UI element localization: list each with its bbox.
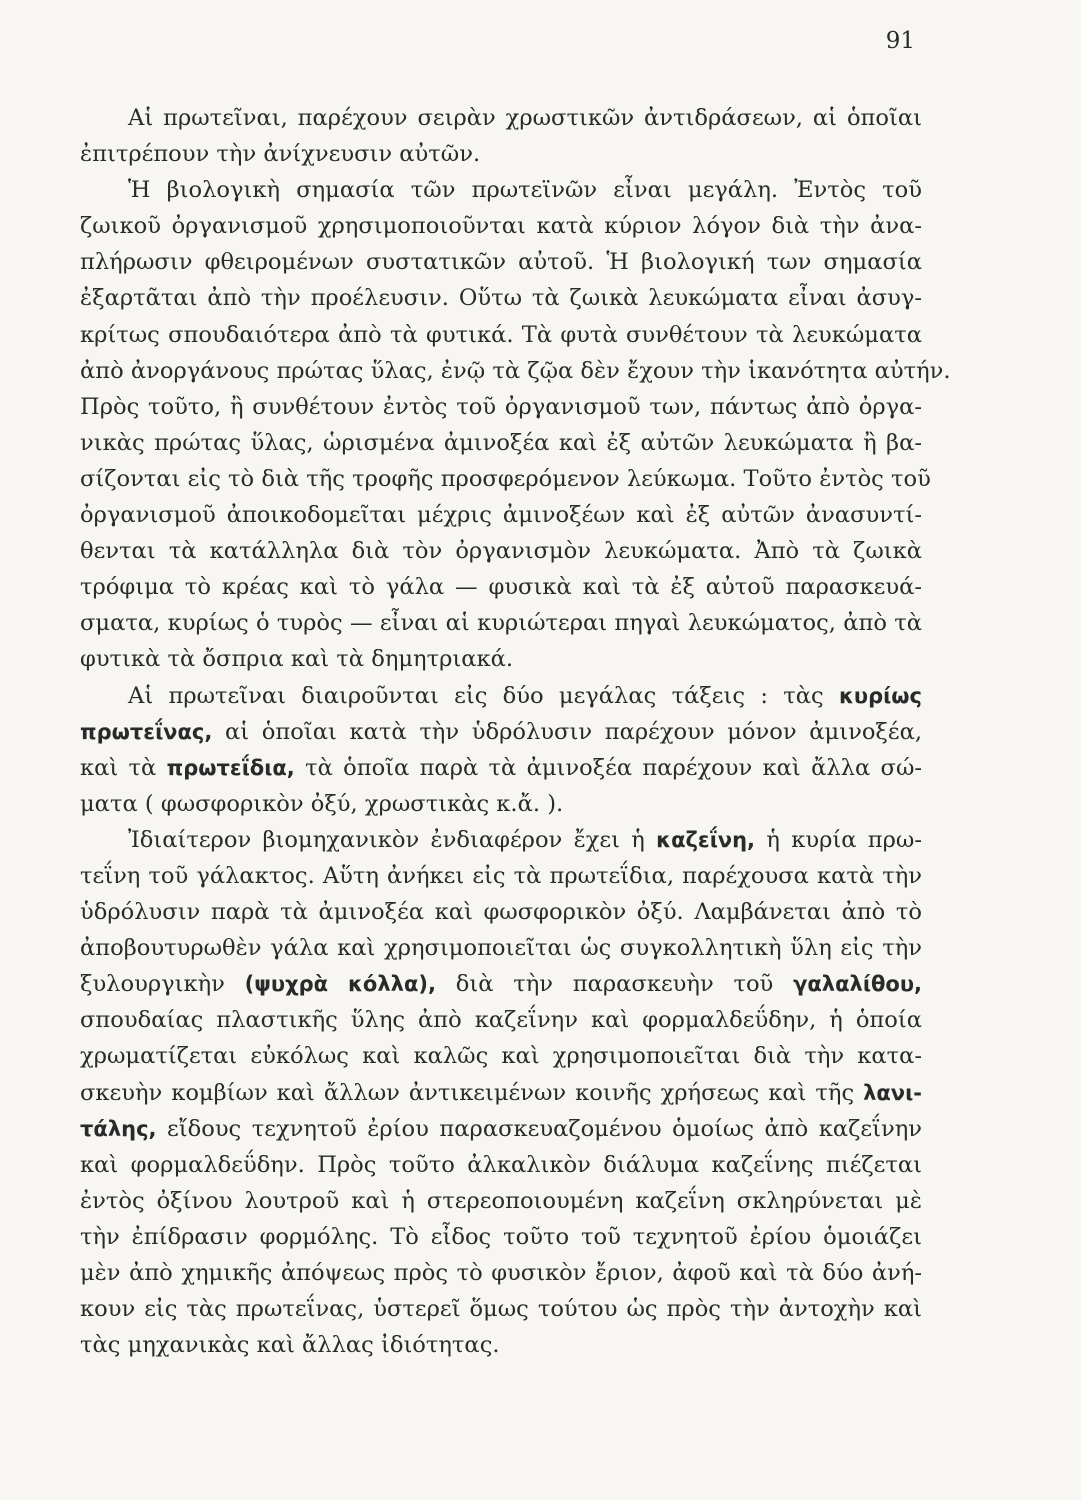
bold-term: λανι- xyxy=(863,1080,922,1105)
text-run: ἐντὸς ὀξίνου λουτροῦ καὶ ἡ στερεοποιουμένη καζεΐνη σκληρύνεται μὲ xyxy=(80,1187,922,1214)
text-line xyxy=(80,497,922,533)
text-run: τὰς μηχανικὰς καὶ ἄλλας ἰδιότητας. xyxy=(80,1332,500,1359)
text-run: ἐξαρτᾶται ἀπὸ τὴν προέλευσιν. Οὕτω τὰ ζωικὰ λευκώματα εἶναι ἀσυγ- xyxy=(80,285,922,312)
text-line xyxy=(80,822,922,858)
body-text xyxy=(80,100,951,1363)
text-run: τὰ ὁποῖα παρὰ τὰ ἀμινοξέα παρέχουν καὶ ἄλλα σώ- xyxy=(305,754,923,781)
text-run: τρόφιμα τὸ κρέας καὶ τὸ γάλα — φυσικὰ καὶ τὰ ἐξ αὐτοῦ παρασκευά- xyxy=(80,574,922,601)
text-line xyxy=(80,605,922,641)
text-line xyxy=(80,317,922,353)
text-line xyxy=(80,280,922,316)
text-run: σκευὴν κομβίων καὶ ἄλλων ἀντικειμένων κοινῆς χρήσεως καὶ τῆς xyxy=(80,1079,855,1106)
text-line xyxy=(80,244,922,280)
text-run: πλήρωσιν φθειρομένων συστατικῶν αὐτοῦ. Ἡ βιολογική των σημασία xyxy=(80,249,922,276)
text-run: ἀπὸ ἀνοργάνους πρώτας ὕλας, ἐνῷ τὰ ζῷα δὲν ἔχουν τὴν ἱκανότητα αὐτήν. xyxy=(80,357,951,384)
text-line xyxy=(80,1002,922,1038)
text-run: Αἱ πρωτεῖναι διαιροῦνται εἰς δύο μεγάλας τάξεις : τὰς xyxy=(128,682,824,709)
page-number: 91 xyxy=(885,28,915,54)
text-run: Ἰδιαίτερον βιομηχανικὸν ἐνδιαφέρον ἔχει ἡ xyxy=(128,826,645,853)
text-run: καὶ φορμαλδεΰδην. Πρὸς τοῦτο ἀλκαλικὸν διάλυμα καζεΐνης πιέζεται xyxy=(80,1151,922,1178)
bold-term: καζεΐνη, xyxy=(656,827,756,852)
text-line xyxy=(80,1255,922,1291)
text-run: σίζονται εἰς τὸ διὰ τῆς τροφῆς προσφερόμενον λεύκωμα. Τοῦτο ἐντὸς τοῦ xyxy=(80,465,931,492)
text-line xyxy=(80,894,922,930)
text-run: ἡ κυρία πρω- xyxy=(766,826,922,853)
text-run: θενται τὰ κατάλληλα διὰ τὸν ὀργανισμὸν λευκώματα. Ἀπὸ τὰ ζωικὰ xyxy=(80,538,922,565)
text-line xyxy=(80,1147,922,1183)
text-line xyxy=(80,533,922,569)
text-run: διὰ τὴν παρασκευὴν τοῦ xyxy=(455,971,774,998)
text-run: ὑδρόλυσιν παρὰ τὰ ἀμινοξέα καὶ φωσφορικὸν ὀξύ. Λαμβάνεται ἀπὸ τὸ xyxy=(80,899,922,926)
text-run: κρίτως σπουδαιότερα ἀπὸ τὰ φυτικά. Τὰ φυτὰ συνθέτουν τὰ λευκώματα xyxy=(80,321,922,348)
text-run: αἱ ὁποῖαι κατὰ τὴν ὑδρόλυσιν παρέχουν μόνον ἀμινοξέα, xyxy=(225,718,923,745)
text-run: ματα ( φωσφορικὸν ὀξύ, χρωστικὰς κ.ἄ. ). xyxy=(80,790,564,817)
text-run: καὶ τὰ xyxy=(80,754,157,781)
text-run: ξυλουργικὴν xyxy=(80,971,225,998)
bold-term: πρωτεΐδια, xyxy=(166,755,295,780)
text-run: κουν εἰς τὰς πρωτεΐνας, ὑστερεῖ ὅμως τούτου ὡς πρὸς τὴν ἀντοχὴν καὶ xyxy=(80,1296,922,1323)
text-line xyxy=(80,389,922,425)
text-line xyxy=(80,353,951,389)
text-line xyxy=(80,569,922,605)
text-line xyxy=(80,1038,922,1074)
text-run: Αἱ πρωτεῖναι, παρέχουν σειρὰν χρωστικῶν ἀντιδράσεων, αἱ ὁποῖαι xyxy=(128,105,922,131)
text-run: Ἡ βιολογικὴ σημασία τῶν πρωτεϊνῶν εἶναι μεγάλη. Ἐντὸς τοῦ xyxy=(128,177,922,204)
bold-term: κυρίως xyxy=(838,683,922,708)
text-line xyxy=(80,1111,922,1147)
bold-term: πρωτεΐνας, xyxy=(80,719,213,744)
text-line xyxy=(80,858,922,894)
text-line xyxy=(80,172,922,208)
text-line xyxy=(80,714,922,750)
text-run: χρωματίζεται εὐκόλως καὶ καλῶς καὶ χρησιμοποιεῖται διὰ τὴν κατα- xyxy=(80,1043,922,1070)
text-line xyxy=(80,1327,922,1363)
text-line xyxy=(80,208,922,244)
text-line xyxy=(80,966,922,1002)
text-run: τὴν ἐπίδρασιν φορμόλης. Τὸ εἶδος τοῦτο τοῦ τεχνητοῦ ἐρίου ὁμοιάζει xyxy=(80,1223,922,1250)
text-run: ἐπιτρέπουν τὴν ἀνίχνευσιν αὐτῶν. xyxy=(80,141,481,168)
text-run: μὲν ἀπὸ χημικῆς ἀπόψεως πρὸς τὸ φυσικὸν ἔριον, ἀφοῦ καὶ τὰ δύο ἀνή- xyxy=(80,1260,922,1286)
text-line xyxy=(80,100,922,136)
text-line xyxy=(80,1075,922,1111)
text-line xyxy=(80,461,931,497)
text-line xyxy=(80,425,922,461)
bold-term: (ψυχρὰ κόλλα), xyxy=(244,972,436,997)
text-run: νικὰς πρώτας ὕλας, ὡρισμένα ἀμινοξέα καὶ ἐξ αὐτῶν λευκώματα ἢ βα- xyxy=(80,429,922,456)
text-line xyxy=(80,750,922,786)
text-line xyxy=(80,641,922,677)
text-line xyxy=(80,678,922,714)
bold-term: τάλης, xyxy=(80,1116,157,1141)
text-line xyxy=(80,1291,922,1327)
bold-term: γαλαλίθου, xyxy=(793,972,923,997)
text-line xyxy=(80,786,922,822)
text-run: φυτικὰ τὰ ὄσπρια καὶ τὰ δημητριακά. xyxy=(80,646,514,673)
text-run: ζωικοῦ ὀργανισμοῦ χρησιμοποιοῦνται κατὰ κύριον λόγον διὰ τὴν ἀνα- xyxy=(80,213,922,240)
text-run: σματα, κυρίως ὁ τυρὸς — εἶναι αἱ κυριώτεραι πηγαὶ λευκώματος, ἀπὸ τὰ xyxy=(80,610,922,637)
text-run: ὀργανισμοῦ ἀποικοδομεῖται μέχρις ἀμινοξέων καὶ ἐξ αὐτῶν ἀνασυντί- xyxy=(80,502,922,529)
text-run: εἴδους τεχνητοῦ ἐρίου παρασκευαζομένου ὁμοίως ἀπὸ καζεΐνην xyxy=(167,1115,922,1142)
text-run: τεΐνη τοῦ γάλακτος. Αὕτη ἀνήκει εἰς τὰ πρωτεΐδια, παρέχουσα κατὰ τὴν xyxy=(80,862,922,889)
text-line xyxy=(80,930,922,966)
text-run: σπουδαίας πλαστικῆς ὕλης ἀπὸ καζεΐνην καὶ φορμαλδεΰδην, ἡ ὁποία xyxy=(80,1007,922,1034)
text-line xyxy=(80,1219,922,1255)
text-run: Πρὸς τοῦτο, ἢ συνθέτουν ἐντὸς τοῦ ὀργανισμοῦ των, πάντως ἀπὸ ὀργα- xyxy=(80,393,922,420)
text-line xyxy=(80,1183,922,1219)
text-line xyxy=(80,136,922,172)
text-run: ἀποβουτυρωθὲν γάλα καὶ χρησιμοποιεῖται ὡς συγκολλητικὴ ὕλη εἰς τὴν xyxy=(80,935,922,962)
